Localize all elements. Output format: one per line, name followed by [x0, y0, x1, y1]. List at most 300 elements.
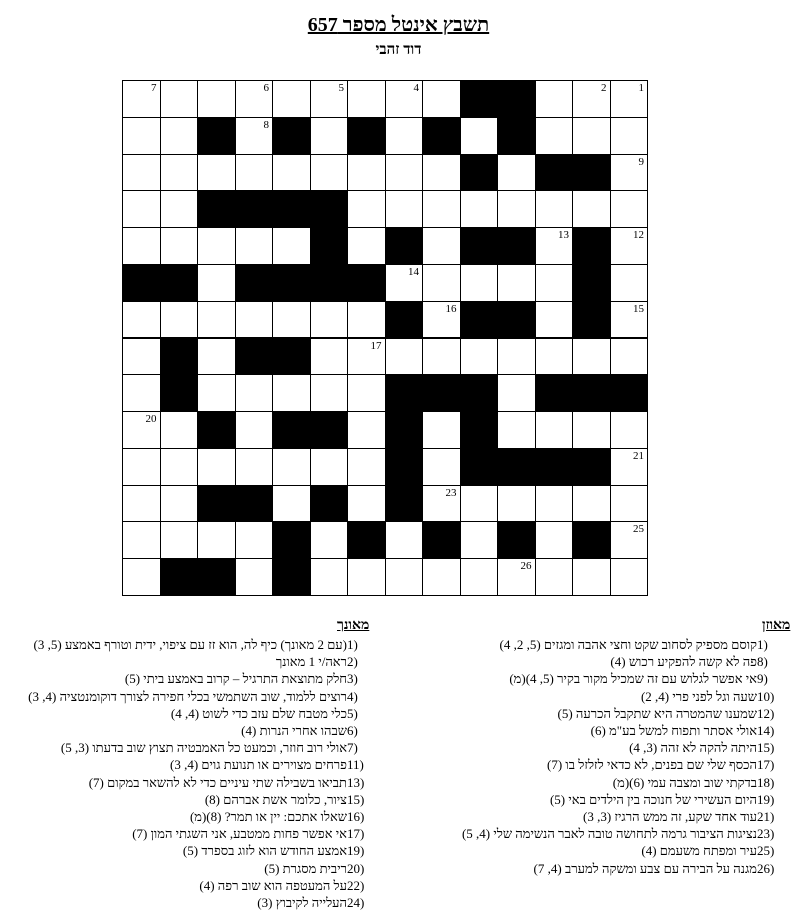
black-square [572, 374, 611, 412]
black-square [572, 521, 611, 559]
grid-cell[interactable] [535, 190, 574, 228]
crossword-grid [123, 80, 648, 595]
grid-cell[interactable] [385, 190, 424, 228]
grid-cell[interactable] [610, 80, 649, 118]
clue-index: 6) [347, 723, 358, 739]
clue-index: 2) [347, 654, 358, 670]
grid-cell[interactable] [610, 301, 649, 339]
grid-cell[interactable] [235, 227, 274, 265]
grid-cell[interactable] [160, 485, 199, 523]
grid-cell[interactable] [197, 264, 236, 302]
grid-cell[interactable] [197, 374, 236, 412]
grid-cell[interactable] [347, 190, 386, 228]
grid-cell[interactable] [122, 521, 161, 559]
clue-number: 22 [520, 449, 532, 462]
clue-text: קוסם מספיק לסחוב שקט וחצי אהבה ומגזים (5, 2, 4) [499, 637, 757, 652]
grid-cell[interactable] [122, 411, 161, 449]
grid-cell[interactable] [122, 227, 161, 265]
grid-cell[interactable] [572, 338, 611, 376]
black-square [385, 411, 424, 449]
grid-cell[interactable] [610, 190, 649, 228]
black-square [347, 117, 386, 155]
grid-cell[interactable] [535, 227, 574, 265]
grid-cell[interactable] [197, 301, 236, 339]
clue-text: נציגות הציבור גרמה לתחושה טובה לאבר הנשימה שלי (4, 5) [461, 826, 757, 842]
grid-cell[interactable] [347, 227, 386, 265]
grid-cell[interactable] [610, 264, 649, 302]
clue-index: 7) [347, 740, 358, 756]
grid-cell[interactable] [610, 485, 649, 523]
grid-cell[interactable] [310, 301, 349, 339]
clue-index: 26) [757, 860, 775, 876]
across-clue [408, 860, 783, 877]
clue-index: 4) [347, 688, 358, 704]
clue-number: 8 [263, 118, 269, 131]
clue-index: 11) [347, 757, 364, 773]
clue-index: 21) [757, 809, 775, 825]
black-square [572, 227, 611, 265]
black-square [572, 264, 611, 302]
clue-index: 15) [757, 740, 775, 756]
black-square [385, 485, 424, 523]
grid-cell[interactable] [160, 227, 199, 265]
clue-text: העלייה לקיבוץ (3) [257, 895, 347, 911]
black-square [160, 558, 199, 596]
grid-cell[interactable] [122, 448, 161, 486]
across-clue [408, 705, 783, 722]
grid-cell[interactable] [235, 448, 274, 486]
clue-index: 23) [757, 826, 775, 842]
black-square [197, 485, 236, 523]
black-square [310, 227, 349, 265]
black-square [197, 558, 236, 596]
clue-index: 18) [757, 774, 775, 790]
clue-number: 14 [408, 265, 419, 278]
across-clue [408, 791, 783, 808]
clue-text: הכסף שלי שם בפנים, לא כדאי לזלזל בו (7) [546, 757, 757, 773]
grid-cell[interactable] [272, 227, 311, 265]
grid-cell[interactable] [235, 117, 274, 155]
grid-cell[interactable] [235, 558, 274, 596]
grid-cell[interactable] [422, 190, 461, 228]
grid-cell[interactable] [610, 117, 649, 155]
across-clue [408, 756, 783, 773]
black-square [460, 411, 499, 449]
grid-cell[interactable] [347, 338, 386, 376]
clue-number: 23 [445, 486, 457, 499]
grid-cell[interactable] [535, 558, 574, 596]
clue-number: 17 [370, 339, 382, 352]
clue-index: 24) [347, 895, 365, 911]
grid-cell[interactable] [610, 558, 649, 596]
black-square [535, 154, 574, 192]
clue-text: אי אפשר לגלוש עם זה שמכיל מקור בקיר (5, 4)(מ) [509, 671, 757, 687]
black-square [535, 448, 574, 486]
grid-cell[interactable] [422, 485, 461, 523]
clue-number: 7 [151, 82, 157, 94]
grid-cell[interactable] [122, 154, 161, 192]
grid-cell[interactable] [197, 521, 236, 559]
down-clue [0, 739, 373, 756]
grid-cell[interactable] [272, 374, 311, 412]
grid-cell[interactable] [572, 190, 611, 228]
grid-cell[interactable] [460, 558, 499, 596]
grid-cell[interactable] [610, 154, 649, 192]
grid-cell[interactable] [272, 80, 311, 118]
grid-cell[interactable] [122, 338, 161, 376]
grid-cell[interactable] [310, 338, 349, 376]
grid-cell[interactable] [122, 558, 161, 596]
black-square [235, 264, 274, 302]
black-square [422, 374, 461, 412]
grid-cell[interactable] [310, 374, 349, 412]
grid-cell[interactable] [160, 411, 199, 449]
black-square [497, 117, 536, 155]
grid-cell[interactable] [460, 521, 499, 559]
across-clue [408, 808, 783, 825]
grid-cell[interactable] [197, 154, 236, 192]
clue-number: 24 [220, 486, 232, 499]
black-square [497, 301, 536, 339]
grid-cell[interactable] [235, 301, 274, 339]
clue-text: היתה להקה לא זהה (3, 4) [629, 740, 757, 756]
black-square [197, 117, 236, 155]
grid-cell[interactable] [385, 521, 424, 559]
down-clue [0, 756, 373, 773]
clue-number: 25 [633, 523, 644, 536]
grid-cell[interactable] [610, 227, 649, 265]
grid-cell[interactable] [422, 227, 461, 265]
grid-cell[interactable] [122, 301, 161, 339]
down-heading: מאונך [337, 618, 370, 633]
clue-index: 16) [347, 809, 365, 825]
clue-text: שעה וגל לפני פרי (4, 2) [640, 688, 757, 704]
down-clue [0, 688, 373, 705]
grid-cell[interactable] [460, 264, 499, 302]
clue-index: 17) [757, 757, 775, 773]
grid-cell[interactable] [347, 558, 386, 596]
grid-cell[interactable] [122, 80, 161, 118]
across-clue [408, 688, 783, 705]
black-square [347, 264, 386, 302]
clue-index: 3) [347, 671, 358, 687]
grid-cell[interactable] [572, 558, 611, 596]
grid-cell[interactable] [572, 80, 611, 118]
down-clue [0, 636, 373, 653]
grid-cell[interactable] [497, 374, 536, 412]
grid-cell[interactable] [422, 80, 461, 118]
black-square [385, 301, 424, 339]
black-square [235, 190, 274, 228]
clue-text: (עם 2 מאונך) כיף לה, הוא זז עם ציפוי, ידית וטורף באמצע (5, 3) [33, 637, 347, 652]
black-square [422, 521, 461, 559]
clue-index: 13) [347, 774, 365, 790]
clue-number: 15 [633, 302, 644, 315]
grid-cell[interactable] [572, 117, 611, 155]
clue-number: 19 [295, 413, 307, 426]
clue-number: 3 [526, 82, 532, 94]
grid-cell[interactable] [160, 448, 199, 486]
black-square [535, 374, 574, 412]
clue-number: 21 [633, 449, 644, 462]
clue-text: מגנה על הבירה עם צבע ומשקה למערב (4, 7) [533, 860, 757, 876]
grid-cell[interactable] [347, 154, 386, 192]
grid-cell[interactable] [347, 301, 386, 339]
clue-text: עיר ומפתח משעמם (4) [641, 843, 757, 859]
clue-text: תביאו בשבילה שתי עיניים כדי לא להשאר במקום (7) [88, 774, 347, 790]
grid-cell[interactable] [497, 411, 536, 449]
clue-text: שמענו שהמטרה היא שתקבל הכרעה (5) [557, 705, 757, 721]
clue-text: ציור, כלומר אשת אברהם (8) [204, 791, 347, 807]
grid-cell[interactable] [610, 411, 649, 449]
down-clue [0, 705, 373, 722]
across-clue [408, 653, 783, 670]
grid-cell[interactable] [422, 411, 461, 449]
black-square [197, 411, 236, 449]
clue-text: ראה/י 1 מאונך [275, 654, 347, 670]
down-clue [0, 670, 373, 687]
grid-cell[interactable] [160, 190, 199, 228]
grid-cell[interactable] [422, 558, 461, 596]
clue-index: 15) [347, 791, 365, 807]
black-square [272, 411, 311, 449]
grid-cell[interactable] [535, 521, 574, 559]
grid-cell[interactable] [535, 338, 574, 376]
clue-index: 8) [757, 654, 768, 670]
clue-number: 20 [145, 413, 157, 426]
black-square [235, 485, 274, 523]
clue-number: 12 [633, 229, 644, 242]
grid-cell[interactable] [572, 411, 611, 449]
grid-cell[interactable] [460, 338, 499, 376]
grid-cell[interactable] [535, 485, 574, 523]
black-square [160, 264, 199, 302]
black-square [460, 154, 499, 192]
black-square [310, 411, 349, 449]
clue-index: 1) [347, 637, 358, 652]
down-clue [0, 860, 373, 877]
across-clue-list [408, 636, 783, 877]
black-square [460, 80, 499, 118]
across-clue [408, 722, 783, 739]
puzzle-title: תשבץ אינטל מספר 657 [307, 14, 490, 36]
black-square [572, 301, 611, 339]
grid-cell[interactable] [535, 301, 574, 339]
black-square [272, 190, 311, 228]
black-square [385, 374, 424, 412]
puzzle-author: דוד זהבי [375, 42, 422, 58]
grid-cell[interactable] [535, 117, 574, 155]
grid-cell[interactable] [235, 80, 274, 118]
clue-number: 16 [445, 302, 457, 315]
black-square [497, 448, 536, 486]
grid-cell[interactable] [310, 558, 349, 596]
black-square [310, 264, 349, 302]
grid-cell[interactable] [347, 80, 386, 118]
grid-cell[interactable] [460, 190, 499, 228]
grid-cell[interactable] [385, 264, 424, 302]
grid-cell[interactable] [497, 264, 536, 302]
black-square [422, 117, 461, 155]
clue-index: 1) [757, 637, 768, 652]
clue-text: על המעטפה הוא שוב רפה (4) [199, 877, 347, 893]
grid-cell[interactable] [460, 117, 499, 155]
clue-number: 6 [263, 82, 269, 94]
clue-text: אי אפשר פחות ממטבע, אני השגתי המון (7) [132, 826, 347, 842]
grid-cell[interactable] [497, 190, 536, 228]
grid-cell[interactable] [347, 374, 386, 412]
grid-cell[interactable] [310, 154, 349, 192]
clue-number: 10 [333, 192, 344, 205]
across-clue [408, 825, 783, 842]
grid-cell[interactable] [535, 411, 574, 449]
down-clue [0, 774, 373, 791]
clue-index: 10) [757, 688, 775, 704]
down-clue-list [0, 636, 373, 911]
grid-cell[interactable] [572, 485, 611, 523]
grid-cell[interactable] [422, 448, 461, 486]
grid-cell[interactable] [422, 264, 461, 302]
clue-number: 13 [558, 229, 569, 242]
grid-cell[interactable] [310, 80, 349, 118]
clue-index: 19) [347, 843, 365, 859]
clue-number: 4 [413, 82, 419, 94]
clue-number: 1 [638, 82, 644, 94]
grid-cell[interactable] [497, 154, 536, 192]
clue-index: 14) [757, 723, 775, 739]
clue-text: אולי אסתר ותפוח למשל בע"מ (6) [590, 723, 757, 739]
grid-cell[interactable] [497, 338, 536, 376]
grid-cell[interactable] [197, 338, 236, 376]
down-clue [0, 894, 373, 911]
grid-cell[interactable] [122, 117, 161, 155]
grid-cell[interactable] [235, 374, 274, 412]
grid-cell[interactable] [235, 521, 274, 559]
clue-index: 17) [347, 826, 365, 842]
grid-cell[interactable] [197, 448, 236, 486]
clue-number: 11 [220, 192, 232, 205]
black-square [272, 117, 311, 155]
black-square [460, 374, 499, 412]
black-square [272, 521, 311, 559]
grid-cell[interactable] [385, 558, 424, 596]
clue-text: פרחים מצוירים או תנועת גוים (4, 3) [169, 757, 347, 773]
grid-cell[interactable] [497, 485, 536, 523]
grid-cell[interactable] [160, 117, 199, 155]
grid-cell[interactable] [160, 80, 199, 118]
grid-cell[interactable] [197, 227, 236, 265]
across-clue [408, 774, 783, 791]
black-square [160, 338, 199, 376]
grid-cell[interactable] [160, 521, 199, 559]
grid-cell[interactable] [160, 154, 199, 192]
black-square [572, 448, 611, 486]
grid-cell[interactable] [347, 485, 386, 523]
grid-cell[interactable] [535, 80, 574, 118]
clue-index: 5) [347, 705, 358, 721]
black-square [160, 374, 199, 412]
grid-cell[interactable] [272, 448, 311, 486]
clue-index: 20) [347, 860, 365, 876]
grid-cell[interactable] [235, 154, 274, 192]
down-clue [0, 722, 373, 739]
black-square [385, 448, 424, 486]
grid-cell[interactable] [235, 411, 274, 449]
clue-index: 19) [757, 791, 775, 807]
clue-text: חלק מתוצאת התרגיל – קרוב באמצע ביתי (5) [124, 671, 347, 687]
clue-number: 5 [338, 82, 344, 94]
grid-cell[interactable] [460, 485, 499, 523]
clue-text: היום העשירי של חנוכה בין הילדים באי (5) [549, 791, 757, 807]
clue-index: 9) [757, 671, 768, 687]
grid-cell[interactable] [385, 117, 424, 155]
clue-index: 25) [757, 843, 775, 859]
clue-text: אמצע החודש הוא לזוג בספרד (5) [182, 843, 347, 859]
grid-cell[interactable] [422, 338, 461, 376]
black-square [122, 264, 161, 302]
grid-cell[interactable] [347, 448, 386, 486]
across-clue [408, 636, 783, 653]
grid-cell[interactable] [310, 117, 349, 155]
down-clue [0, 653, 373, 670]
grid-cell[interactable] [422, 154, 461, 192]
black-square [310, 190, 349, 228]
grid-cell[interactable] [385, 338, 424, 376]
grid-cell[interactable] [272, 154, 311, 192]
black-square [347, 521, 386, 559]
clue-text: ריבית מסגרת (5) [264, 860, 347, 876]
black-square [497, 521, 536, 559]
clue-number: 2 [601, 82, 607, 94]
grid-cell[interactable] [497, 558, 536, 596]
grid-cell[interactable] [535, 264, 574, 302]
black-square [235, 338, 274, 376]
grid-cell[interactable] [610, 338, 649, 376]
grid-cell[interactable] [272, 485, 311, 523]
black-square [497, 227, 536, 265]
black-square [610, 374, 649, 412]
clue-text: עוד אחד שקע, זה ממש הרגיז (3, 3) [582, 809, 757, 825]
down-clue [0, 825, 373, 842]
grid-cell[interactable] [310, 521, 349, 559]
black-square [385, 227, 424, 265]
black-square [572, 154, 611, 192]
grid-cell[interactable] [122, 485, 161, 523]
clue-index: 22) [347, 877, 365, 893]
grid-cell[interactable] [385, 80, 424, 118]
grid-cell[interactable] [347, 411, 386, 449]
grid-cell[interactable] [385, 154, 424, 192]
grid-cell[interactable] [197, 80, 236, 118]
clue-number: 18 [558, 376, 569, 389]
grid-cell[interactable] [122, 374, 161, 412]
grid-cell[interactable] [422, 301, 461, 339]
across-heading: מאוזן [762, 618, 791, 633]
grid-cell[interactable] [122, 190, 161, 228]
grid-cell[interactable] [610, 521, 649, 559]
grid-cell[interactable] [610, 448, 649, 486]
black-square [460, 448, 499, 486]
across-clue [408, 670, 783, 687]
grid-cell[interactable] [272, 301, 311, 339]
across-clue [408, 739, 783, 756]
down-clue [0, 808, 373, 825]
black-square [272, 338, 311, 376]
clue-number: 9 [638, 155, 644, 168]
black-square [497, 80, 536, 118]
grid-cell[interactable] [310, 448, 349, 486]
grid-cell[interactable] [160, 301, 199, 339]
